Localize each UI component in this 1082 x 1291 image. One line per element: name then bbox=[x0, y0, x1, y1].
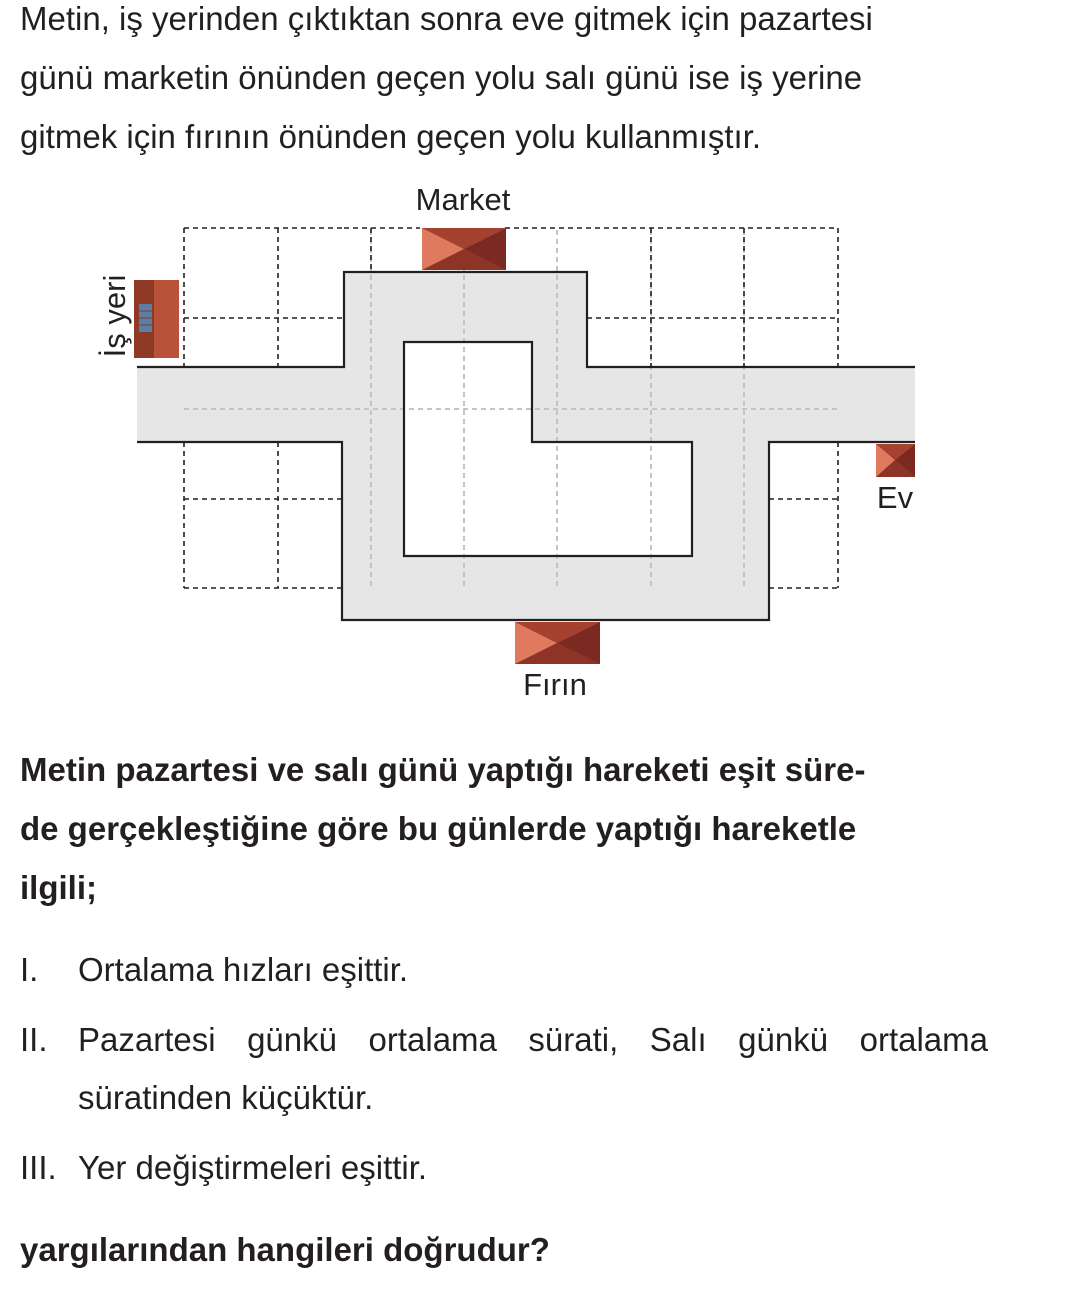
is-yeri-building bbox=[134, 280, 179, 358]
firin-label: Fırın bbox=[523, 667, 587, 702]
statement-number: III. bbox=[20, 1149, 57, 1186]
question-stem bbox=[20, 740, 990, 917]
firin-building bbox=[515, 622, 600, 664]
is-yeri-label: İş yeri bbox=[97, 274, 132, 358]
statement-number: I. bbox=[20, 951, 39, 988]
statement-text bbox=[78, 1011, 988, 1127]
question-line: de gerçekleştiğine göre bu günlerde yaptığı hareketle bbox=[20, 810, 857, 847]
road bbox=[137, 272, 915, 620]
statement-line: süratinden küçüktür. bbox=[78, 1079, 374, 1116]
ev-building bbox=[876, 444, 915, 477]
statement-number: II. bbox=[20, 1021, 48, 1058]
question-line: ilgili; bbox=[20, 869, 97, 906]
intro-line: Metin, iş yerinden çıktıktan sonra eve gitmek için pazartesi bbox=[20, 0, 873, 37]
statement-line: Ortalama hızları eşittir. bbox=[78, 951, 409, 988]
statement-line: Yer değiştirmeleri eşittir. bbox=[78, 1149, 428, 1186]
question-line: Metin pazartesi ve salı günü yaptığı hareketi eşit süre- bbox=[20, 751, 866, 788]
market-label: Market bbox=[415, 182, 511, 217]
closing-question: yargılarından hangileri doğrudur? bbox=[20, 1231, 550, 1268]
statement-text bbox=[78, 1139, 988, 1197]
intro-line: günü marketin önünden geçen yolu salı günü ise iş yerine bbox=[20, 59, 863, 96]
intro-line: gitmek için fırının önünden geçen yolu kullanmıştır. bbox=[20, 118, 762, 155]
market-building bbox=[422, 228, 506, 270]
ev-label: Ev bbox=[876, 480, 914, 515]
statement-line: Pazartesi günkü ortalama sürati, Salı günkü ortalama bbox=[78, 1021, 988, 1058]
statement-text bbox=[78, 941, 988, 999]
